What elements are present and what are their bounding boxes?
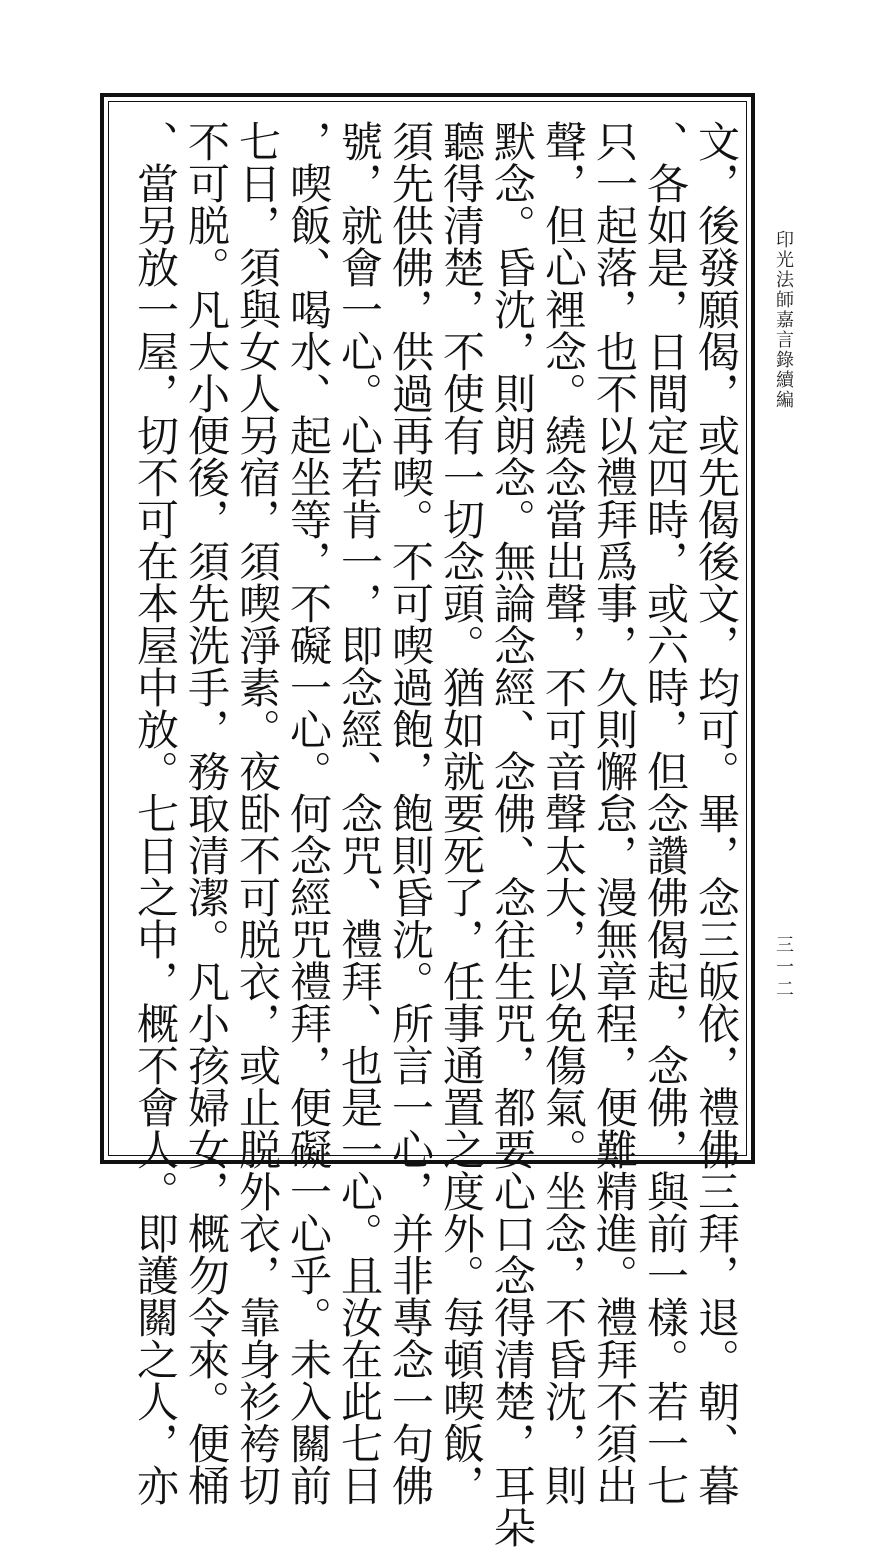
text-column-10: 七日，須與女人另宿，須喫淨素。夜卧不可脱衣，或止脱外衣，靠身衫袴切 — [233, 120, 282, 1506]
text-column-3: 只一起落，也不以禮拜爲事，久則懈怠，漫無章程，便難精進。禮拜不須出 — [590, 120, 639, 1506]
text-column-8: 號，就會一心。心若肯一，即念經、念咒、禮拜、也是一心。且汝在此七日 — [335, 120, 384, 1506]
text-column-9: ，喫飯、喝水、起坐等，不礙一心。何念經咒禮拜，便礙一心乎。未入關前 — [284, 120, 333, 1506]
text-column-4: 聲，但心裡念。繞念當出聲，不可音聲太大，以免傷氣。坐念，不昏沈，則 — [539, 120, 588, 1506]
text-column-2: 、各如是，日間定四時，或六時，但念讚佛偈起，念佛，與前一樣。若一七 — [641, 120, 690, 1506]
book-title: 印光法師嘉言錄續編 — [773, 230, 794, 410]
text-column-1: 文，後發願偈，或先偈後文，均可。畢，念三皈依，禮佛三拜，退。朝、暮 — [692, 120, 741, 1506]
text-column-6: 聽得清楚，不使有一切念頭。猶如就要死了，任事通置之度外。每頓喫飯， — [437, 120, 486, 1506]
page-number: 三一二 — [773, 935, 794, 1001]
text-column-5: 默念。昏沈，則朗念。無論念經、念佛、念往生咒，都要心口念得清楚，耳朵 — [488, 120, 537, 1548]
text-column-7: 須先供佛，供過再喫。不可喫過飽，飽則昏沈。所言一心，并非專念一句佛 — [386, 120, 435, 1506]
text-column-12: 、當另放一屋，切不可在本屋中放。七日之中，概不會人。即護關之人，亦 — [131, 120, 180, 1506]
text-column-11: 不可脱。凡大小便後，須先洗手，務取清潔。凡小孩婦女，概勿令來。便桶 — [182, 120, 231, 1506]
